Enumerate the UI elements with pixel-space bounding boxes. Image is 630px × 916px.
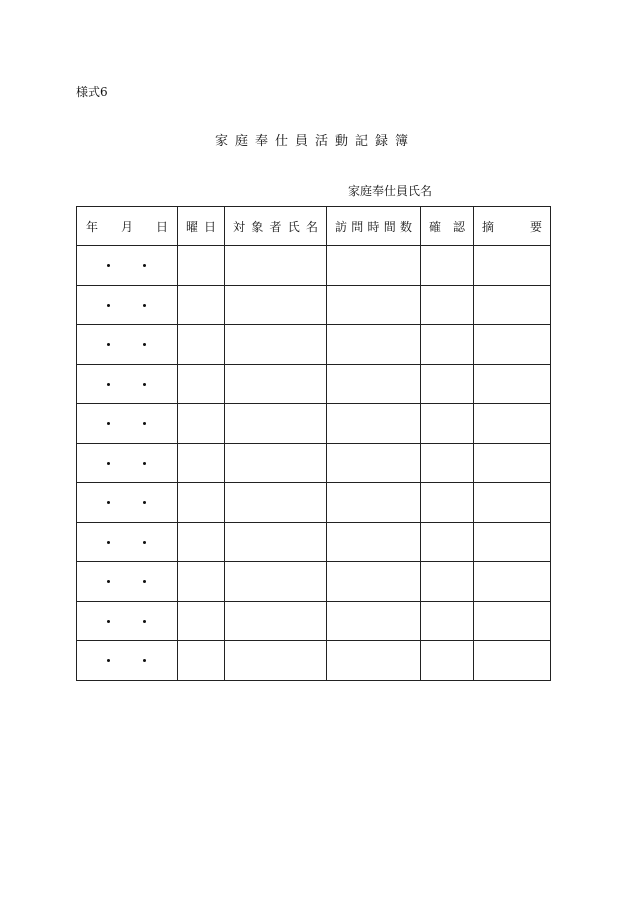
visit-hours-cell[interactable]: [327, 364, 421, 404]
weekday-cell[interactable]: [178, 522, 225, 562]
recipient-name-cell[interactable]: [225, 483, 327, 523]
weekday-cell[interactable]: [178, 404, 225, 444]
header-char: 認: [452, 219, 465, 234]
date-separator-dot: [107, 462, 110, 465]
date-separator-dot: [143, 501, 146, 504]
recipient-name-cell[interactable]: [225, 246, 327, 286]
date-separator-dot: [143, 580, 146, 583]
date-separator-dot: [107, 541, 110, 544]
header-char: 要: [529, 219, 542, 234]
date-separator-dot: [107, 501, 110, 504]
form-number: 様式6: [76, 85, 108, 99]
date-separator-dot: [107, 304, 110, 307]
recipient-name-cell[interactable]: [225, 404, 327, 444]
header-char: 者: [269, 219, 282, 234]
table-row: [77, 562, 551, 602]
header-char: 数: [399, 219, 412, 234]
header-char: 対: [233, 219, 246, 234]
header-char: 間: [383, 219, 396, 234]
remarks-cell[interactable]: [474, 285, 551, 325]
recipient-name-cell[interactable]: [225, 285, 327, 325]
date-cell[interactable]: [77, 325, 178, 365]
table-row: [77, 641, 551, 681]
confirmation-cell[interactable]: [421, 285, 474, 325]
remarks-cell[interactable]: [474, 641, 551, 681]
header-char: 曜: [186, 219, 199, 234]
date-separator-dot: [143, 620, 146, 623]
confirmation-cell[interactable]: [421, 601, 474, 641]
table-row: [77, 522, 551, 562]
header-visit-hours: [327, 207, 421, 246]
header-recipient-name: [225, 207, 327, 246]
visit-hours-cell[interactable]: [327, 483, 421, 523]
header-confirmation: [421, 207, 474, 246]
header-remarks: [474, 207, 551, 246]
visit-hours-cell[interactable]: [327, 641, 421, 681]
date-separator-dot: [143, 541, 146, 544]
visit-hours-cell[interactable]: [327, 562, 421, 602]
recipient-name-cell[interactable]: [225, 325, 327, 365]
table-row: [77, 483, 551, 523]
table-row: [77, 246, 551, 286]
confirmation-cell[interactable]: [421, 325, 474, 365]
header-date: [77, 207, 178, 246]
date-separator-dot: [143, 304, 146, 307]
visit-hours-cell[interactable]: [327, 285, 421, 325]
table-row: [77, 601, 551, 641]
date-cell[interactable]: [77, 483, 178, 523]
header-char: 氏: [287, 219, 300, 234]
date-separator-dot: [143, 383, 146, 386]
visit-hours-cell[interactable]: [327, 522, 421, 562]
recipient-name-cell[interactable]: [225, 364, 327, 404]
confirmation-cell[interactable]: [421, 483, 474, 523]
recipient-name-cell[interactable]: [225, 443, 327, 483]
date-separator-dot: [107, 620, 110, 623]
remarks-cell[interactable]: [474, 325, 551, 365]
weekday-cell[interactable]: [178, 562, 225, 602]
visit-hours-cell[interactable]: [327, 601, 421, 641]
weekday-cell[interactable]: [178, 325, 225, 365]
confirmation-cell[interactable]: [421, 522, 474, 562]
remarks-cell[interactable]: [474, 562, 551, 602]
date-separator-dot: [143, 462, 146, 465]
table-body: [77, 246, 551, 681]
remarks-cell[interactable]: [474, 601, 551, 641]
weekday-cell[interactable]: [178, 483, 225, 523]
remarks-cell[interactable]: [474, 443, 551, 483]
header-char: 訪: [335, 219, 348, 234]
confirmation-cell[interactable]: [421, 364, 474, 404]
recipient-name-cell[interactable]: [225, 562, 327, 602]
remarks-cell[interactable]: [474, 364, 551, 404]
visit-hours-cell[interactable]: [327, 246, 421, 286]
date-separator-dot: [107, 580, 110, 583]
date-separator-dot: [107, 343, 110, 346]
header-char: 問: [351, 219, 364, 234]
header-weekday: [178, 207, 225, 246]
table-row: [77, 404, 551, 444]
header-char: 名: [305, 219, 318, 234]
visit-hours-cell[interactable]: [327, 404, 421, 444]
table-row: [77, 325, 551, 365]
header-char: 摘: [482, 219, 495, 234]
date-cell[interactable]: [77, 404, 178, 444]
remarks-cell[interactable]: [474, 483, 551, 523]
date-cell[interactable]: [77, 562, 178, 602]
date-separator-dot: [143, 343, 146, 346]
confirmation-cell[interactable]: [421, 641, 474, 681]
header-char: 日: [155, 219, 168, 234]
weekday-cell[interactable]: [178, 246, 225, 286]
date-cell[interactable]: [77, 522, 178, 562]
visit-hours-cell[interactable]: [327, 325, 421, 365]
confirmation-cell[interactable]: [421, 562, 474, 602]
volunteer-name-label: 家庭奉仕員氏名: [348, 184, 433, 198]
weekday-cell[interactable]: [178, 641, 225, 681]
confirmation-cell[interactable]: [421, 246, 474, 286]
table-row: [77, 285, 551, 325]
header-char: 象: [251, 219, 264, 234]
header-row: [77, 207, 551, 246]
header-char: 時: [367, 219, 380, 234]
date-separator-dot: [143, 264, 146, 267]
header-char: 日: [203, 219, 216, 234]
date-cell[interactable]: [77, 641, 178, 681]
date-separator-dot: [143, 422, 146, 425]
document-title: 家庭奉仕員活動記録簿: [214, 134, 415, 149]
header-char: 月: [120, 219, 133, 234]
weekday-cell[interactable]: [178, 601, 225, 641]
remarks-cell[interactable]: [474, 246, 551, 286]
date-cell[interactable]: [77, 601, 178, 641]
date-cell[interactable]: [77, 443, 178, 483]
table-row: [77, 443, 551, 483]
date-separator-dot: [107, 264, 110, 267]
header-char: 確: [429, 219, 442, 234]
confirmation-cell[interactable]: [421, 404, 474, 444]
remarks-cell[interactable]: [474, 404, 551, 444]
date-cell[interactable]: [77, 285, 178, 325]
table-row: [77, 364, 551, 404]
date-cell[interactable]: [77, 246, 178, 286]
date-separator-dot: [143, 659, 146, 662]
date-separator-dot: [107, 659, 110, 662]
activity-log-table: [76, 206, 551, 681]
header-char: 年: [86, 219, 99, 234]
confirmation-cell[interactable]: [421, 443, 474, 483]
date-separator-dot: [107, 422, 110, 425]
recipient-name-cell[interactable]: [225, 641, 327, 681]
weekday-cell[interactable]: [178, 364, 225, 404]
recipient-name-cell[interactable]: [225, 601, 327, 641]
visit-hours-cell[interactable]: [327, 443, 421, 483]
date-cell[interactable]: [77, 364, 178, 404]
date-separator-dot: [107, 383, 110, 386]
recipient-name-cell[interactable]: [225, 522, 327, 562]
weekday-cell[interactable]: [178, 443, 225, 483]
weekday-cell[interactable]: [178, 285, 225, 325]
remarks-cell[interactable]: [474, 522, 551, 562]
